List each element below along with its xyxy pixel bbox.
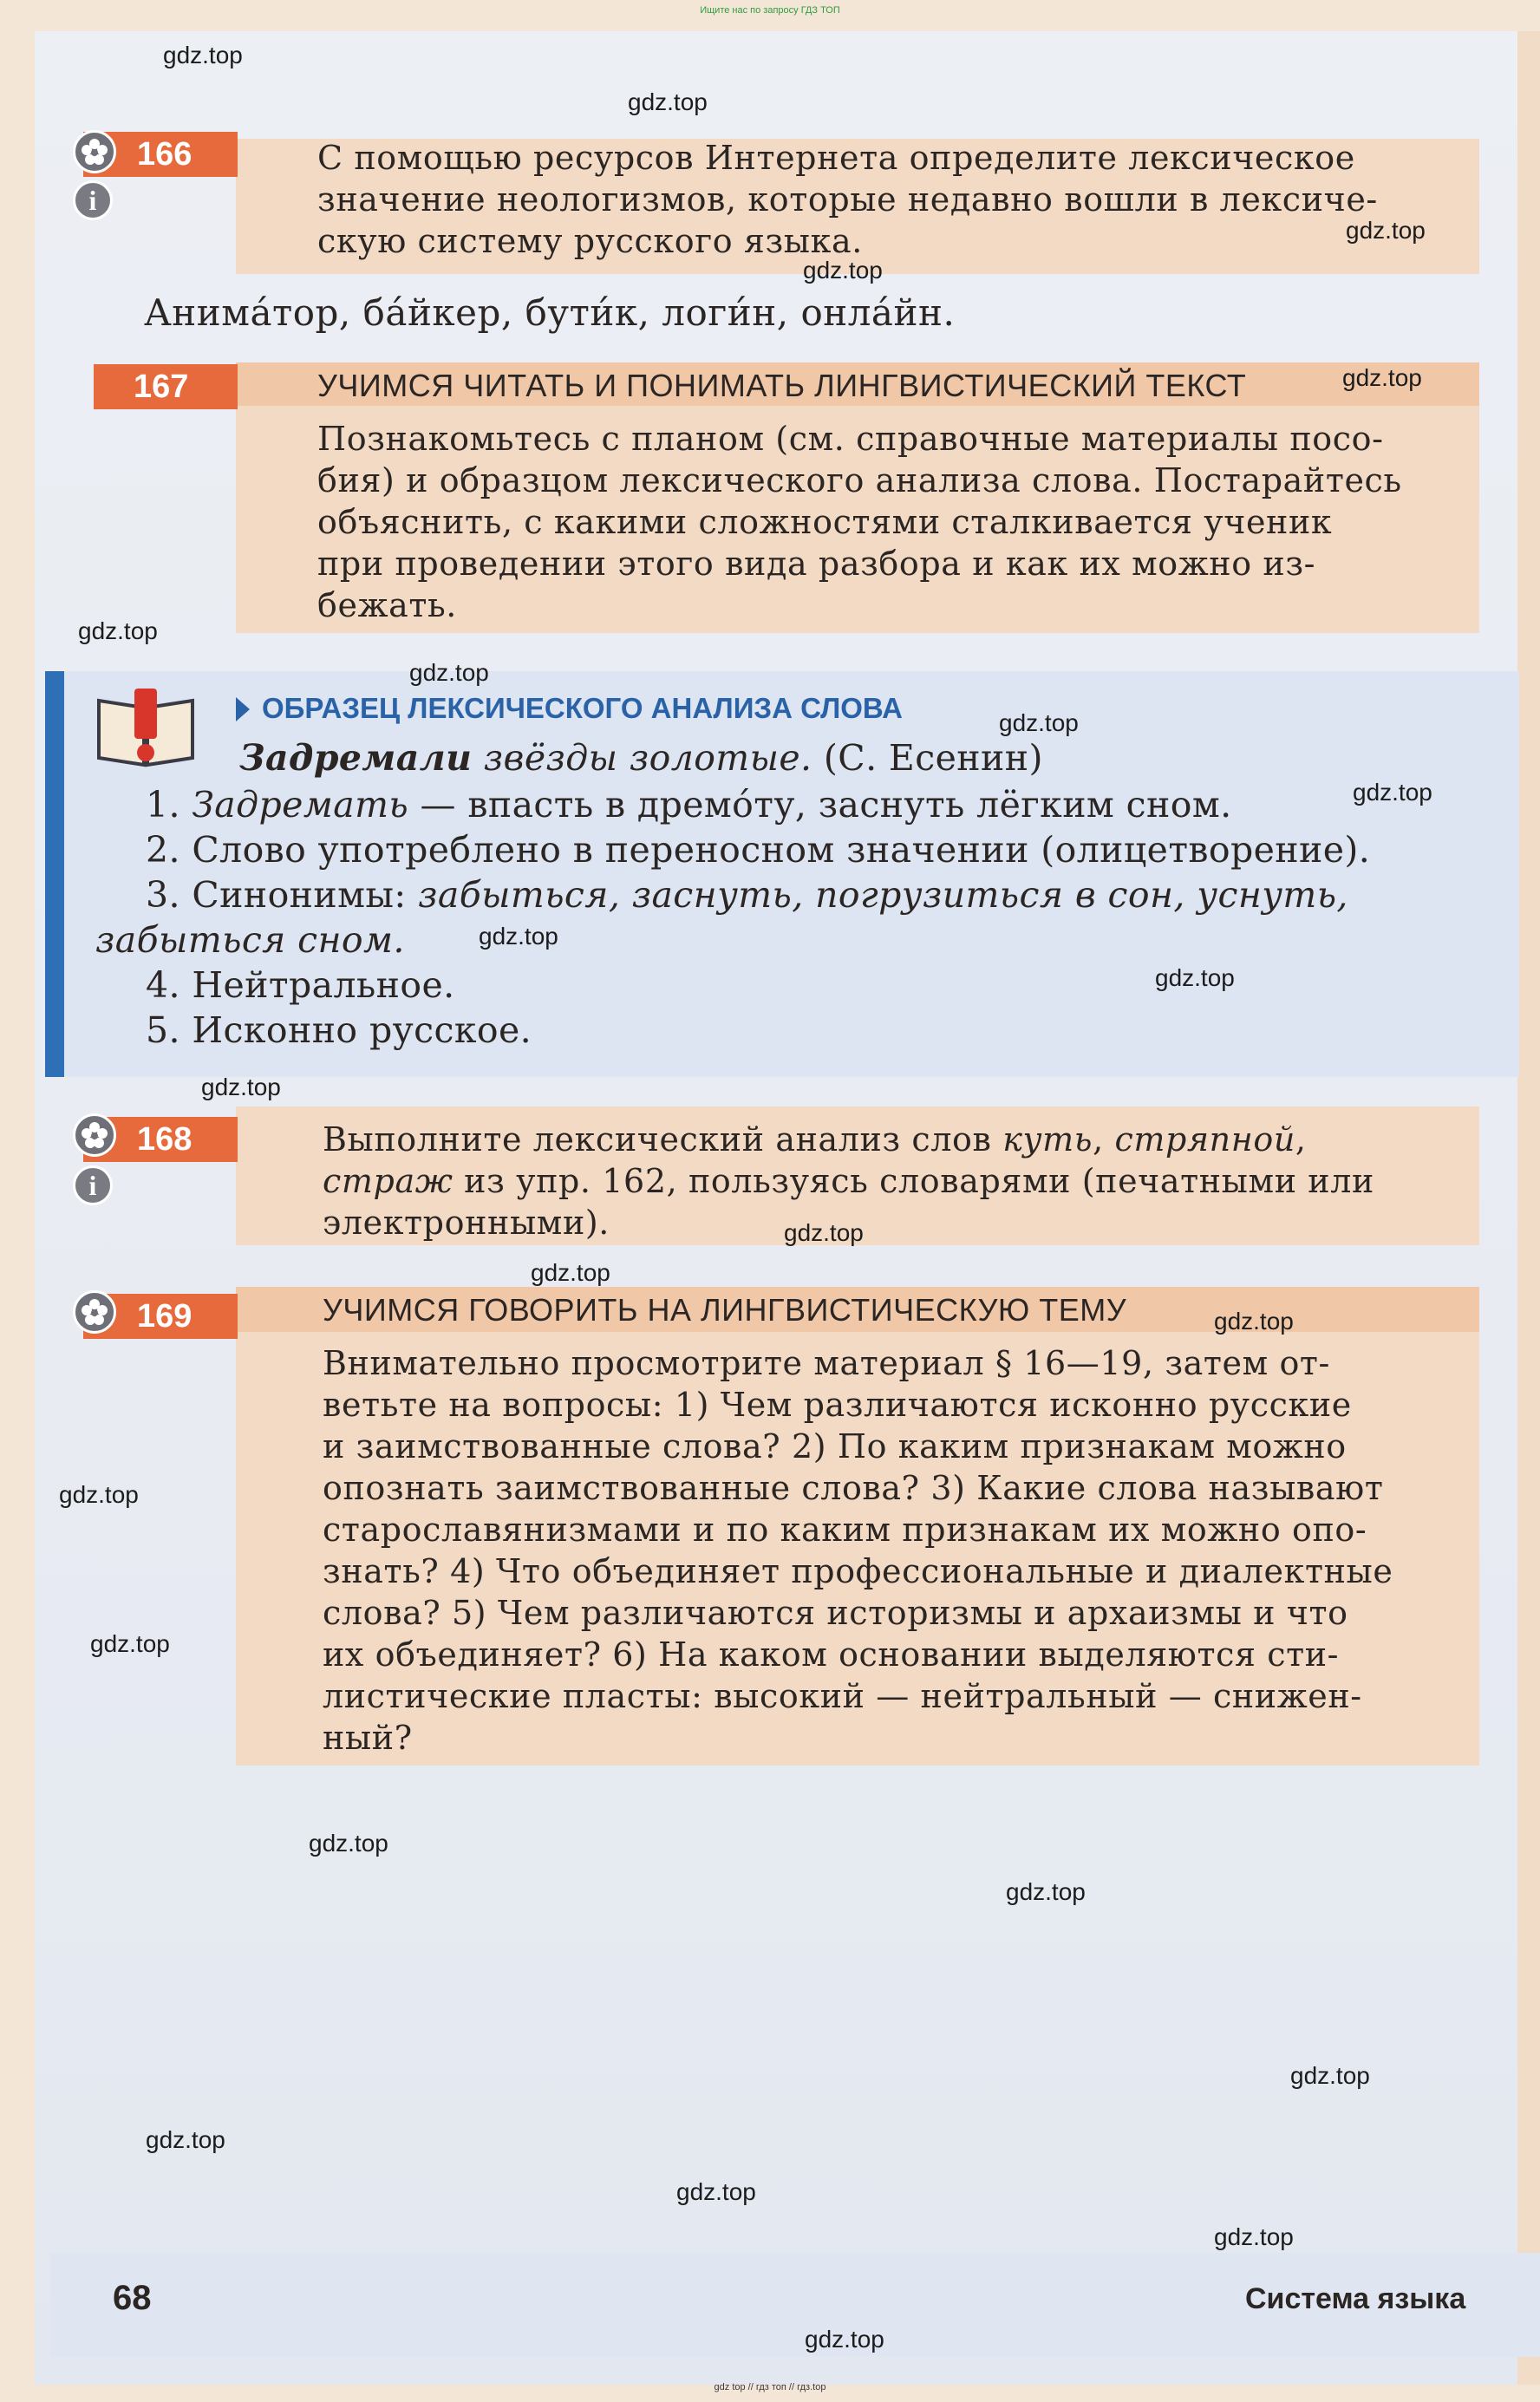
task-166-line-1: С помощью ресурсов Интернета определите лексическое: [317, 139, 1355, 177]
watermark: gdz.top: [676, 2178, 756, 2205]
sample-l1-word: Задремать: [192, 784, 409, 826]
task-169-line-7: слова? 5) Чем различаются историзмы и архаизмы и что: [323, 1594, 1348, 1632]
watermark: gdz.top: [805, 2326, 884, 2353]
t168-l1-a: Выполните лексический анализ слов: [323, 1120, 1003, 1159]
task-167-line-4: при проведении этого вида разбора и как их можно из-: [317, 545, 1316, 583]
page-edge-strip: [1517, 31, 1540, 2385]
task-167-number: [94, 364, 238, 409]
task-166-line-2: значение неологизмов, которые недавно вошли в лексиче-: [317, 180, 1378, 219]
t168-l1-e: ,: [1295, 1120, 1307, 1159]
task-167-line-3: объяснить, с какими сложностями сталкивается ученик: [317, 503, 1333, 541]
watermark: gdz.top: [628, 88, 708, 115]
watermark: gdz.top: [531, 1259, 610, 1286]
t168-word-stryapnoy: стряпной: [1114, 1120, 1295, 1159]
watermark: gdz.top: [146, 2126, 225, 2153]
flower-icon: [73, 1290, 116, 1334]
watermark: gdz.top: [90, 1630, 170, 1657]
epigraph-author: (С. Есенин): [812, 737, 1043, 779]
task-number-label: 167: [134, 369, 189, 405]
t168-word-kut: куть: [1002, 1120, 1093, 1159]
info-icon: i: [73, 1165, 113, 1205]
watermark: gdz.top: [803, 257, 883, 284]
watermark: gdz.top: [1353, 779, 1432, 806]
t168-l2-b: из упр. 162, пользуясь словарями (печатными или: [453, 1162, 1374, 1200]
task-169-line-4: опознать заимствованные слова? 3) Какие слова называют: [323, 1469, 1384, 1507]
sample-l3-synonyms: забыться, заснуть, погрузиться в сон, уснуть,: [418, 874, 1348, 916]
watermark: gdz.top: [479, 923, 558, 950]
task-168-line-3: электронными).: [323, 1204, 610, 1242]
watermark: gdz.top: [1214, 1308, 1294, 1335]
task-169-line-9: листические пласты: высокий — нейтральный — снижен-: [323, 1677, 1362, 1715]
flower-icon: [73, 130, 116, 173]
task-number-label: 169: [137, 1298, 192, 1335]
exclamation-book-icon: [94, 685, 198, 768]
watermark: gdz.top: [999, 709, 1079, 736]
sample-line-5: 5. Исконно русское.: [146, 1009, 532, 1051]
task-169-line-8: их объединяет? 6) На каком основании выделяются сти-: [323, 1635, 1340, 1674]
flower-icon: [73, 1113, 116, 1157]
watermark: gdz.top: [409, 659, 489, 686]
task-169-line-1: Внимательно просмотрите материал § 16—19, затем от-: [323, 1344, 1330, 1382]
sample-l1-num: 1.: [146, 784, 192, 826]
t168-word-strazh: страж: [323, 1162, 454, 1200]
sample-accent-bar: [45, 671, 64, 1077]
task-166-words: Анимáтор, бáйкер, бути́к, логи́н, онлáйн.: [144, 291, 956, 334]
page-number: 68: [113, 2279, 152, 2317]
watermark: gdz.top: [163, 42, 243, 69]
top-search-note: Ищите нас по запросу ГДЗ ТОП: [700, 5, 840, 16]
sample-l3-num: 3. Синонимы:: [146, 874, 419, 916]
task-167-line-1: Познакомьтесь с планом (см. справочные материалы посо-: [317, 420, 1384, 458]
sample-title: [262, 692, 903, 725]
watermark: gdz.top: [201, 1074, 281, 1100]
sample-title-text: ОБРАЗЕЦ ЛЕКСИЧЕСКОГО АНАЛИЗА СЛОВА: [262, 692, 903, 724]
epigraph-bold: Задремали: [239, 737, 473, 779]
section-title: Система языка: [1245, 2282, 1466, 2315]
epigraph-italic: звёзды золотые.: [472, 737, 812, 779]
watermark: gdz.top: [1342, 364, 1422, 391]
task-168-line-2: [323, 1160, 1458, 1202]
sample-line-1: [146, 784, 1232, 826]
info-icon: i: [73, 180, 113, 220]
watermark: gdz.top: [1214, 2223, 1294, 2250]
watermark: gdz.top: [1290, 2062, 1370, 2089]
task-169-line-3: и заимствованные слова? 2) По каким признакам можно: [323, 1427, 1347, 1465]
task-167-heading: УЧИМСЯ ЧИТАТЬ И ПОНИМАТЬ ЛИНГВИСТИЧЕСКИЙ ТЕКСТ: [317, 368, 1247, 403]
sample-line-2: 2. Слово употреблено в переносном значении (олицетворение).: [146, 829, 1371, 871]
sample-line-3b: забыться сном.: [95, 919, 405, 961]
task-number-label: 166: [137, 136, 192, 173]
sample-line-3: [146, 874, 1348, 916]
watermark: gdz.top: [78, 617, 158, 644]
sample-epigraph: [239, 737, 1043, 779]
task-169-line-2: ветьте на вопросы: 1) Чем различаются исконно русские: [323, 1386, 1352, 1424]
task-169-heading: УЧИМСЯ ГОВОРИТЬ НА ЛИНГВИСТИЧЕСКУЮ ТЕМУ: [323, 1292, 1127, 1328]
bottom-note: gdz top // гдз топ // гдз.top: [714, 2382, 826, 2392]
task-169-line-10: ный?: [323, 1719, 413, 1757]
watermark: gdz.top: [309, 1830, 388, 1857]
task-169-line-5: старославянизмами и по каким признакам их можно опо-: [323, 1511, 1367, 1549]
task-167-line-2: бия) и образцом лексического анализа слова. Постарайтесь: [317, 461, 1402, 499]
sample-title-arrow: [236, 697, 250, 721]
watermark: gdz.top: [1346, 217, 1426, 244]
task-168-line-1: [323, 1119, 1458, 1160]
watermark: gdz.top: [784, 1219, 864, 1246]
task-167-line-5: бежать.: [317, 586, 457, 624]
watermark: gdz.top: [1006, 1878, 1086, 1905]
watermark: gdz.top: [59, 1481, 139, 1508]
sample-line-4: 4. Нейтральное.: [146, 964, 455, 1006]
sample-l1-rest: — впасть в дремóту, заснуть лёгким сном.: [408, 784, 1232, 826]
watermark: gdz.top: [1155, 964, 1235, 991]
t168-l1-c: ,: [1093, 1120, 1115, 1159]
task-166-line-3: скую систему русского языка.: [317, 222, 863, 260]
task-number-label: 168: [137, 1121, 192, 1158]
task-169-line-6: знать? 4) Что объединяет профессиональные и диалектные: [323, 1552, 1393, 1590]
